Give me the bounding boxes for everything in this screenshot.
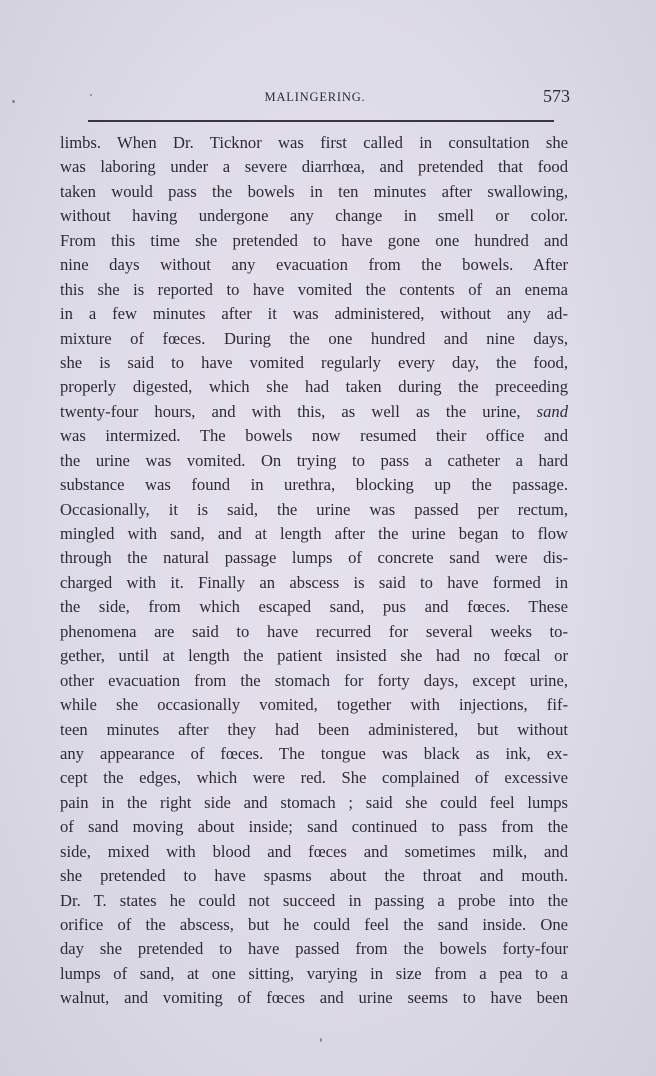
text-line-content: walnut, and vomiting of fœces and urine seems to have been: [60, 988, 568, 1008]
text-line: [60, 229, 568, 253]
text-line: [60, 278, 568, 302]
text-line-content: was intermized. The bowels now resumed their office and: [60, 426, 568, 446]
text-line-content: pain in the right side and stomach ; said she could feel lumps: [60, 792, 568, 812]
text-line-content: was laboring under a severe diarrhœa, and pretended that food: [60, 157, 568, 177]
text-line: [60, 644, 568, 668]
text-line-content: orifice of the abscess, but he could feel the sand inside. One: [60, 915, 568, 934]
text-line-content: the urine was vomited. On trying to pass a catheter a hard: [60, 450, 568, 470]
text-line: [60, 400, 568, 424]
italic-word: sand: [536, 401, 568, 421]
text-line-content: gether, until at length the patient insisted she had no fœcal or: [60, 646, 568, 666]
text-line: [60, 449, 568, 473]
text-line: [60, 889, 568, 913]
header-rule: [88, 120, 554, 122]
paper-speck: [12, 100, 15, 103]
text-line-content: taken would pass the bowels in ten minutes after swallowing,: [60, 181, 568, 201]
text-line: [60, 791, 568, 815]
text-line-content: teen minutes after they had been administered, but without: [60, 719, 568, 739]
page-number: 573: [543, 86, 570, 106]
text-line: [60, 766, 568, 790]
text-line-content: mingled with sand, and at length after the urine began to flow: [60, 524, 568, 543]
text-line-content: Occasionally, it is said, the urine was passed per rectum,: [60, 499, 568, 519]
text-line: [60, 620, 568, 644]
text-line-content: she pretended to have spasms about the throat and mouth.: [60, 866, 568, 886]
text-line: [60, 986, 568, 1010]
text-line: [60, 913, 568, 937]
text-line: [60, 522, 568, 546]
text-line: [60, 718, 568, 742]
text-line: [60, 937, 568, 961]
text-line: [60, 546, 568, 570]
text-line: [60, 375, 568, 399]
text-line: [60, 180, 568, 204]
text-line: [60, 131, 568, 155]
text-line: [60, 424, 568, 448]
text-line-content: properly digested, which she had taken during the preceeding: [60, 377, 568, 397]
text-line-content: the side, from which escaped sand, pus and fœces. These: [60, 597, 568, 617]
text-line-content: substance was found in urethra, blocking up the passage.: [60, 475, 568, 495]
text-line: [60, 742, 568, 766]
text-line-content: nine days without any evacuation from the bowels. After: [60, 255, 568, 275]
paper-speck: [90, 94, 92, 96]
text-line-content: cept the edges, which were red. She complained of excessive: [60, 768, 568, 788]
text-line: [60, 571, 568, 595]
text-line-content: twenty-four hours, and with this, as well as the urine,: [60, 401, 521, 421]
text-line: [60, 815, 568, 839]
text-line: [60, 351, 568, 375]
text-line-content: other evacuation from the stomach for forty days, except urine,: [60, 670, 568, 690]
text-line: [60, 693, 568, 717]
text-line-content: lumps of sand, at one sitting, varying in size from a pea to a: [60, 963, 568, 983]
text-line: [60, 204, 568, 228]
text-line-content: of sand moving about inside; sand continued to pass from the: [60, 817, 568, 837]
text-line-content: side, mixed with blood and fœces and sometimes milk, and: [60, 841, 568, 861]
text-line: [60, 595, 568, 619]
body-text: [60, 131, 568, 1011]
text-line: [60, 253, 568, 277]
text-line: [60, 473, 568, 497]
text-line-content: any appearance of fœces. The tongue was black as ink, ex-: [60, 743, 568, 763]
text-line: [60, 498, 568, 522]
text-line-content: without having undergone any change in smell or color.: [60, 206, 568, 226]
text-line: [60, 155, 568, 179]
running-head: MALINGERING.: [264, 90, 366, 104]
text-line-content: From this time she pretended to have gone one hundred and: [60, 230, 568, 250]
text-line: [60, 327, 568, 351]
text-line: [60, 302, 568, 326]
text-line-content: while she occasionally vomited, together with injections, fif-: [60, 695, 568, 715]
text-line-content: Dr. T. states he could not succeed in passing a probe into the: [60, 890, 568, 910]
text-line: [60, 864, 568, 888]
text-line-content: limbs. When Dr. Ticknor was first called in consultation she: [60, 133, 568, 152]
text-line: [60, 962, 568, 986]
text-line: [60, 669, 568, 693]
text-line-content: mixture of fœces. During the one hundred and nine days,: [60, 328, 568, 348]
text-line: [60, 840, 568, 864]
paper-speck: [320, 1038, 322, 1042]
text-line-content: in a few minutes after it was administered, without any ad-: [60, 304, 568, 324]
text-line-content: she is said to have vomited regularly every day, the food,: [60, 352, 568, 372]
page-header: [60, 84, 570, 114]
text-line-content: phenomena are said to have recurred for several weeks to-: [60, 621, 568, 641]
text-line-content: charged with it. Finally an abscess is said to have formed in: [60, 572, 568, 592]
text-line-content: day she pretended to have passed from the bowels forty-four: [60, 939, 568, 959]
text-line-content: through the natural passage lumps of concrete sand were dis-: [60, 548, 568, 568]
text-line-content: this she is reported to have vomited the contents of an enema: [60, 279, 568, 299]
